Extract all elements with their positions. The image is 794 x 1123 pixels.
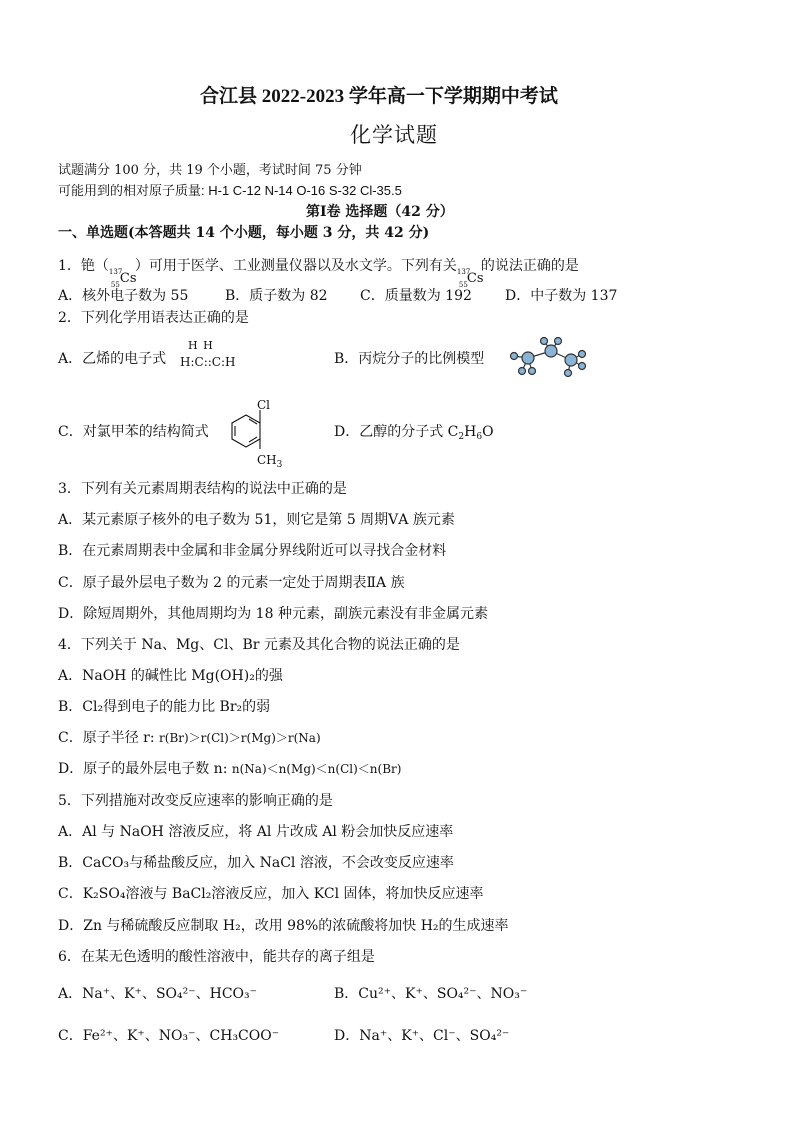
q6-option-c: C．Fe²⁺、K⁺、NO₃⁻、CH₃COO⁻ (58, 1028, 280, 1044)
isotope-symbol: Cs (466, 271, 484, 286)
q1-stem-part-b: ）可用于医学、工业测量仪器以及水文学。下列有关 (134, 258, 457, 274)
exam-title: 合江县 2022-2023 学年高一下学期期中考试 (200, 86, 558, 107)
atomic-mass-line: 可能用到的相对原子质量: H-1 C-12 N-14 O-16 S-32 Cl-35.5 (58, 183, 402, 198)
q1-option-c: C．质量数为 192 (360, 288, 472, 304)
isotope-number: 55 (458, 281, 468, 289)
q4-option-b: B．Cl₂得到电子的能力比 Br₂的弱 (58, 699, 271, 715)
q2-d-o: O (482, 424, 494, 440)
q1-option-b: B．质子数为 82 (225, 288, 328, 304)
q1-stem-part-a: 1．铯（ (58, 258, 109, 274)
ethylene-dot-top: H H (188, 339, 214, 352)
q3-stem: 3．下列有关元素周期表结构的说法中正确的是 (58, 481, 347, 497)
q4-option-d (58, 760, 401, 778)
q2-d-text: D．乙醇的分子式 C (334, 424, 459, 440)
q4-c-label: C．原子半径 r: (58, 730, 155, 746)
exam-info-line1: 试题满分 100 分，共 19 个小题，考试时间 75 分钟 (58, 163, 362, 178)
q4-d-formula: n(Na)＜n(Mg)＜n(Cl)＜n(Br) (231, 762, 402, 776)
methyl-text: CH (257, 453, 277, 467)
q2-d-h: H (464, 424, 477, 440)
q2-option-b: B．丙烷分子的比例模型 (334, 351, 485, 367)
q3-option-c: C．原子最外层电子数为 2 的元素一定处于周期表ⅡA 族 (58, 575, 405, 591)
q4-c-formula: r(Br)＞r(Cl)＞r(Mg)＞r(Na) (159, 731, 321, 745)
q2-d-sub2: 6 (476, 432, 483, 442)
methyl-subscript: 3 (276, 460, 283, 470)
q4-d-label: D．原子的最外层电子数 n: (58, 761, 228, 777)
q1-stem (58, 257, 579, 289)
q5-option-d: D．Zn 与稀硫酸反应制取 H₂，改用 98%的浓硫酸将加快 H₂的生成速率 (58, 918, 509, 934)
q6-option-a: A．Na⁺、K⁺、SO₄²⁻、HCO₃⁻ (58, 986, 258, 1002)
q5-stem: 5．下列措施对改变反应速率的影响正确的是 (58, 793, 333, 809)
q2-stem: 2．下列化学用语表达正确的是 (58, 310, 249, 326)
q1-stem-part-c: 的说法正确的是 (480, 258, 579, 274)
isotope-number: 55 (110, 281, 120, 289)
propane-model-image (506, 338, 586, 378)
q2-option-c: C．对氯甲苯的结构简式 (58, 424, 209, 440)
q1-option-d: D．中子数为 137 (505, 288, 618, 304)
isotope-mass: 137 (108, 268, 123, 276)
q4-stem: 4．下列关于 Na、Mg、Cl、Br 元素及其化合物的说法正确的是 (58, 637, 460, 653)
q4-option-c (58, 729, 321, 747)
q6-option-d: D．Na⁺、K⁺、Cl⁻、SO₄²⁻ (334, 1028, 510, 1044)
q5-option-b: B．CaCO₃与稀盐酸反应，加入 NaCl 溶液，不会改变反应速率 (58, 855, 454, 871)
q3-option-a: A．某元素原子核外的电子数为 51，则它是第 5 周期ⅤA 族元素 (58, 512, 455, 528)
q1-option-a: A．核外电子数为 55 (58, 288, 189, 304)
methyl-label (257, 451, 282, 474)
q3-option-b: B．在元素周期表中金属和非金属分界线附近可以寻找合金材料 (58, 543, 447, 559)
q2-option-a: A．乙烯的电子式 (58, 351, 167, 367)
q5-option-a: A．Al 与 NaOH 溶液反应，将 Al 片改成 Al 粉会加快反应速率 (58, 824, 454, 840)
ethylene-electron-formula: H:C::C:H (180, 355, 236, 369)
exam-subtitle: 化学试题 (350, 124, 438, 147)
volume-heading: 第Ⅰ卷 选择题（42 分） (306, 204, 454, 220)
isotope-symbol: Cs (119, 271, 137, 286)
section-heading: 一、单选题(本答题共 14 个小题，每小题 3 分，共 42 分) (58, 225, 430, 241)
q5-option-c: C．K₂SO₄溶液与 BaCl₂溶液反应，加入 KCl 固体，将加快反应速率 (58, 886, 484, 902)
q3-option-d: D．除短周期外，其他周期均为 18 种元素，副族元素没有非金属元素 (58, 606, 488, 622)
q2-d-sub1: 2 (458, 432, 465, 442)
q6-option-b: B．Cu²⁺、K⁺、SO₄²⁻、NO₃⁻ (334, 986, 528, 1002)
q6-stem: 6．在某无色透明的酸性溶液中，能共存的离子组是 (58, 949, 375, 965)
q4-option-a: A．NaOH 的碱性比 Mg(OH)₂的强 (58, 668, 283, 684)
isotope-mass: 137 (456, 268, 471, 276)
q2-option-d (334, 423, 494, 446)
chloro-label: Cl (257, 398, 271, 412)
